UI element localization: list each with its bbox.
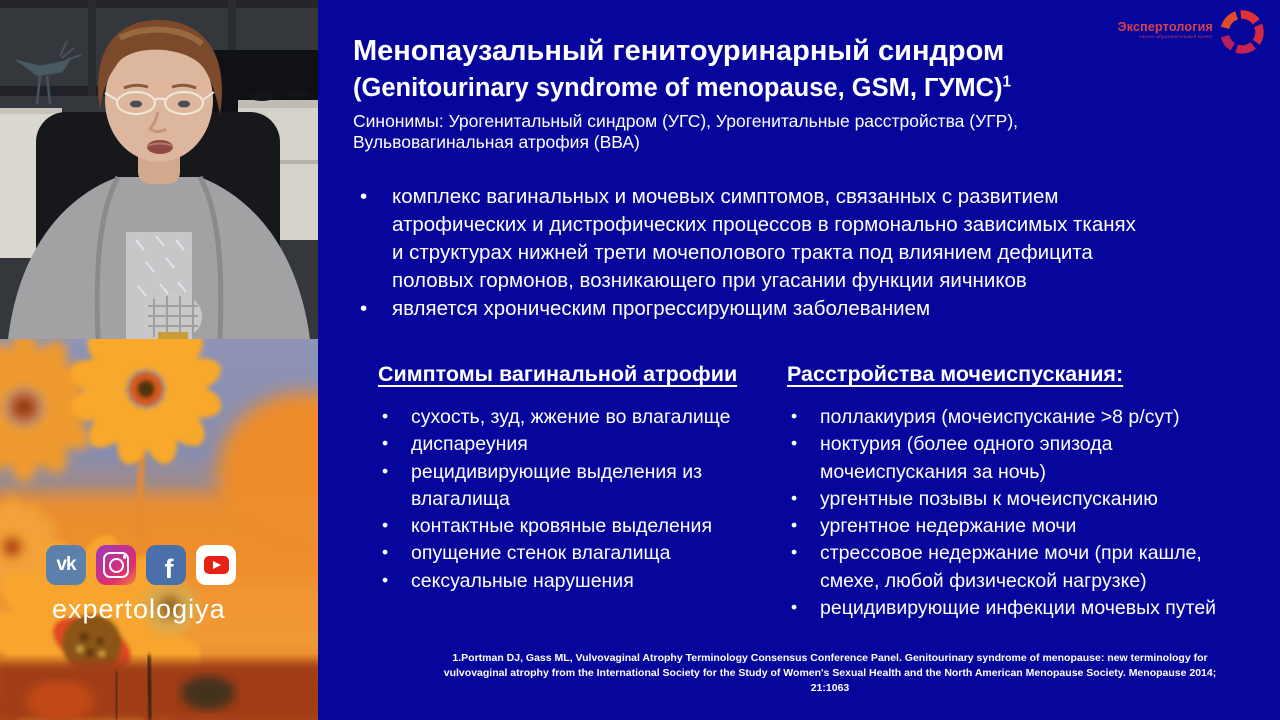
symptom-item: • контактные кровяные выделения <box>378 513 770 540</box>
slide-title-en <box>353 73 1133 104</box>
presentation-slide <box>318 0 1280 720</box>
logo-brand-text: Экспертология <box>1117 19 1213 34</box>
symptom-item: • опущение стенок влагалища <box>378 540 770 567</box>
disorder-item: • поллакиурия (мочеиспускание >8 р/сут) <box>787 404 1255 431</box>
facebook-glyph: f <box>164 553 174 584</box>
logo-tagline-text: научно-образовательный проект <box>1139 33 1213 39</box>
flower-banner <box>0 339 318 720</box>
disorder-item: • ноктурия (более одного эпизода мочеиспускания за ночь) <box>787 431 1255 486</box>
vaginal-atrophy-column <box>378 362 770 595</box>
column-header-urination-disorders: Расстройства мочеиспускания: <box>787 362 1124 386</box>
symptom-item: • сексуальные нарушения <box>378 568 770 595</box>
vaginal-atrophy-list <box>378 404 770 595</box>
social-icons-row <box>46 545 236 585</box>
urination-disorders-column <box>787 362 1255 622</box>
vk-icon[interactable] <box>46 545 86 585</box>
disorder-item: • ургентные позывы к мочеиспусканию <box>787 486 1255 513</box>
disorder-item: • ургентное недержание мочи <box>787 513 1255 540</box>
reference-citation: 1.Portman DJ, Gass ML, Vulvovaginal Atrophy Terminology Consensus Conference Panel. Genitourinary syndrome of menopause: new terminology for vulvovaginal atrophy from the International Society for the Study of Women's Sexual Health and the North American Menopause Society. Menopause 2014; 21:1063 <box>443 652 1217 695</box>
youtube-play-glyph <box>204 556 229 574</box>
disorder-item: • стрессовое недержание мочи (при кашле, смехе, любой физической нагрузке) <box>787 540 1255 595</box>
microphone <box>144 294 202 339</box>
slide-title-en-text: (Genitourinary syndrome of menopause, GSM, ГУМС) <box>353 74 1003 103</box>
synonyms-line-1: Синонимы: Урогенитальный синдром (УГС), Урогенитальные расстройства (УГР), <box>353 110 1019 131</box>
instagram-camera-glyph <box>103 552 129 578</box>
definition-item: • комплекс вагинальных и мочевых симптомов, связанных с развитием атрофических и дистрофических процессов в гормонально зависимых тканях и структурах нижней трети мочеполового тракта под влиянием дефицита половых гормонов, возникающего при угасании функции яичников <box>353 183 1143 295</box>
slide-synonyms <box>353 111 1133 154</box>
expertologiya-logo <box>1118 6 1268 58</box>
disorder-item: • рецидивирующие инфекции мочевых путей <box>787 595 1255 622</box>
vk-glyph: vk <box>56 554 76 575</box>
symptom-item: • сухость, зуд, жжение во влагалище <box>378 404 770 431</box>
column-header-vaginal-atrophy: Симптомы вагинальной атрофии <box>378 362 738 386</box>
flower-illustration <box>0 339 318 720</box>
synonyms-line-2: Вульвовагинальная атрофия (ВВА) <box>353 132 640 153</box>
presenter-illustration <box>0 0 318 339</box>
logo-ring-icon <box>1216 6 1268 58</box>
definition-list <box>353 183 1143 323</box>
definition-item: • является хроническим прогрессирующим заболеванием <box>353 295 1143 323</box>
symptom-item: • диспареуния <box>378 431 770 458</box>
watermark-text: expertologiya <box>52 594 226 624</box>
slide-title-ru: Менопаузальный генитоуринарный синдром <box>353 35 1005 67</box>
footnote-marker: 1 <box>1002 73 1011 91</box>
instagram-icon[interactable] <box>96 545 136 585</box>
youtube-icon[interactable] <box>196 545 236 585</box>
symptom-item: • рецидивирующие выделения из влагалища <box>378 459 770 514</box>
presenter-webcam <box>0 0 318 339</box>
sidebar-video-column <box>0 0 318 720</box>
urination-disorders-list <box>787 404 1255 622</box>
facebook-icon[interactable] <box>146 545 186 585</box>
